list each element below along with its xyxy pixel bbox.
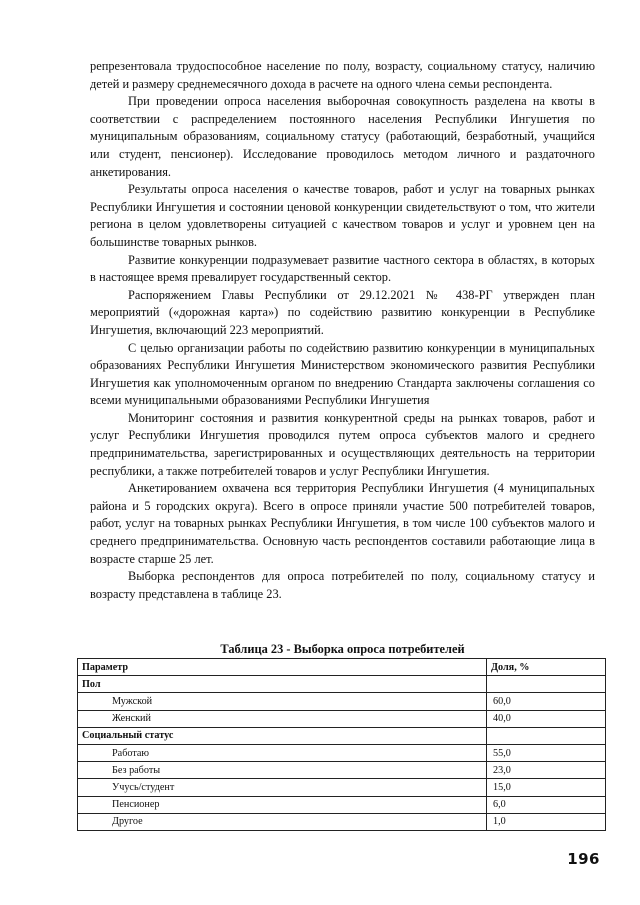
row-label: Без работы xyxy=(78,762,487,779)
paragraph: Развитие конкуренции подразумевает развитие частного сектора в областях, в которых в настоящее время превалирует государственный сектор. xyxy=(90,252,595,285)
table-group-row xyxy=(78,676,606,693)
paragraph: С целью организации работы по содействию развитию конкуренции в муниципальных образованиях Республики Ингушетия Министерством экономического развития Республики Ингушетия как уполномоченным органом по внедрению Стандарта заключены соглашения со всеми муниципальными образованиями Республики Ингушетия xyxy=(90,340,595,408)
row-value xyxy=(487,676,606,693)
row-value: 40,0 xyxy=(487,710,606,727)
header-share: Доля, % xyxy=(487,659,606,676)
respondents-table xyxy=(77,658,606,831)
table-header-row xyxy=(78,659,606,676)
row-label: Пенсионер xyxy=(78,796,487,813)
paragraph: Анкетированием охвачена вся территория Республики Ингушетия (4 муниципальных района и 5 городских округа). Всего в опросе приняли участие 500 потребителей товаров, работ, услуг на товарных рынках Республики Ингушетия, в том числе 100 субъектов малого и среднего предпринимательства. Основную часть респондентов составили работающие лица в возрасте старше 25 лет. xyxy=(90,481,595,566)
row-label: Другое xyxy=(78,813,487,830)
row-value: 1,0 xyxy=(487,813,606,830)
paragraph: Мониторинг состояния и развития конкурентной среды на рынках товаров, работ и услуг Республики Ингушетия проводился путем опроса субъектов малого и среднего предпринимательства, зарегистрированных и осуществляющих деятельность на территории республики, а также потребителей товаров и услуг Республики Ингушетия. xyxy=(90,410,595,478)
row-value: 15,0 xyxy=(487,779,606,796)
header-parameter: Параметр xyxy=(78,659,487,676)
paragraph: Распоряжением Главы Республики от 29.12.2021 № 438-РГ утвержден план мероприятий («дорожная карта») по содействию развитию конкуренции в Республике Ингушетия, включающий 223 мероприятий. xyxy=(90,287,595,337)
paragraph: Результаты опроса населения о качестве товаров, работ и услуг на товарных рынках Республики Ингушетия и состоянии ценовой конкуренции свидетельствуют о том, что жители региона в целом удовлетворены ситуацией с качеством товаров и услуг и уровнем цен на большинстве товарных рынков. xyxy=(90,182,595,249)
table-group-row xyxy=(78,727,606,744)
row-label: Мужской xyxy=(78,693,487,710)
page-number: 196 xyxy=(567,850,600,868)
row-label: Учусь/студент xyxy=(78,779,487,796)
row-value: 23,0 xyxy=(487,762,606,779)
table-row xyxy=(78,744,606,761)
table-row xyxy=(78,693,606,710)
paragraph: репрезентовала трудоспособное население по полу, возрасту, социальному статусу, наличию детей и размеру среднемесячного дохода в расчете на одного члена семьи респондента. xyxy=(90,59,595,91)
table-caption: Таблица 23 - Выборка опроса потребителей xyxy=(220,642,465,656)
paragraph: Выборка респондентов для опроса потребителей по полу, социальному статусу и возрасту представлена в таблице 23. xyxy=(90,569,595,601)
row-value: 60,0 xyxy=(487,693,606,710)
row-value: 55,0 xyxy=(487,744,606,761)
row-value xyxy=(487,727,606,744)
table-row xyxy=(78,710,606,727)
body-text xyxy=(90,58,595,603)
paragraph: При проведении опроса населения выборочная совокупность разделена на квоты в соответствии с распределением постоянного населения Республики Ингушетия по муниципальным образованиям, социальному статусу (работающий, безработный, учащийся или студент, пенсионер). Исследование проводилось методом личного и раздаточного анкетирования. xyxy=(90,94,595,179)
table-row xyxy=(78,813,606,830)
row-label: Женский xyxy=(78,710,487,727)
row-label: Работаю xyxy=(78,744,487,761)
table-row xyxy=(78,779,606,796)
table-row xyxy=(78,796,606,813)
table-row xyxy=(78,762,606,779)
group-label: Социальный статус xyxy=(78,727,487,744)
group-label: Пол xyxy=(78,676,487,693)
row-value: 6,0 xyxy=(487,796,606,813)
